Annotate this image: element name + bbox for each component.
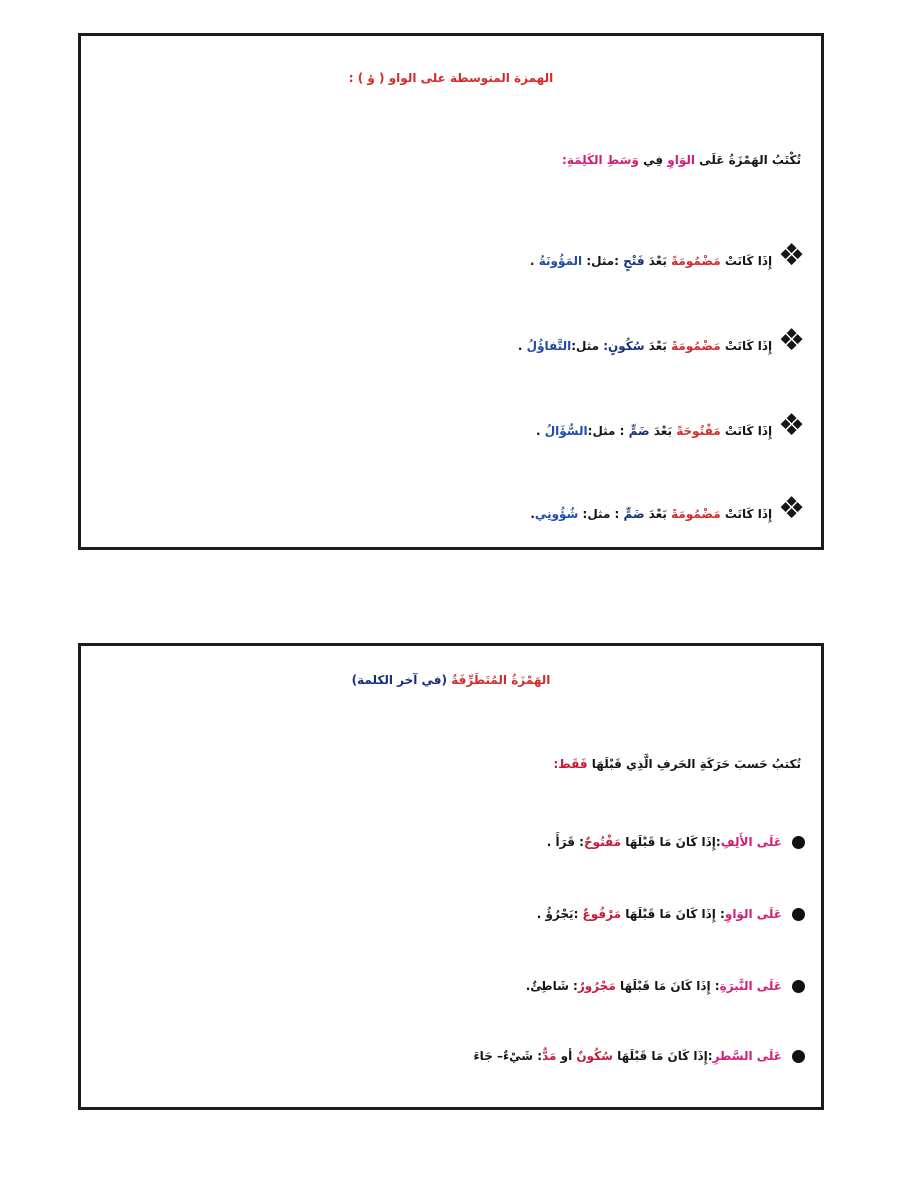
rule-example-label: مثل: <box>571 339 604 353</box>
rule-example-label: : مثل: <box>587 424 629 438</box>
final-rule-row-3 <box>81 980 821 993</box>
rule-condition: سُكُونٌ <box>576 1049 613 1063</box>
dot-bullet-icon <box>792 908 805 921</box>
section2-title-main: الهَمْزَةُ المُتَطَرِّفَةُ <box>447 673 551 687</box>
rule-sep: : <box>574 835 584 849</box>
section2-title <box>81 674 821 686</box>
rule-after: بَعْدَ <box>644 507 672 521</box>
rule-row-4 <box>81 491 821 526</box>
intro-part2: فَقَط: <box>553 757 588 771</box>
rule-label: عَلَى النَّبرَةِ <box>719 979 782 993</box>
rule-text: إِذَا كَانَ مَا قَبْلَهَا <box>615 979 711 993</box>
rule-text: إِذَا كَانَ مَا قَبْلَهَا <box>621 907 716 921</box>
section2-intro <box>81 758 821 770</box>
rule-example: شَاطِئٌ. <box>525 979 569 993</box>
rule-text: إِذَا كَانَ مَا قَبْلَهَا <box>621 835 716 849</box>
rule-label: عَلَى السَّطرِ <box>712 1049 782 1063</box>
rule-label: عَلَى الأَلِفِ <box>720 835 782 849</box>
rule-case: مَفْتُوحَةً <box>676 424 721 438</box>
rule-sep: : <box>533 1049 543 1063</box>
rule-row-1 <box>81 238 821 273</box>
intro-part1: تُكْتَبُ الهَمْزَةُ عَلَى <box>695 153 801 167</box>
rule-after: بَعْدَ <box>644 339 672 353</box>
rule-example-label: : مثل: <box>578 507 624 521</box>
rule-example: شَيْءٌ– جَاءَ <box>473 1049 534 1063</box>
diamond-bullet-icon: ❖ <box>778 491 805 526</box>
rule-text: إِذَا كَانَ مَا قَبْلَهَا <box>612 1049 708 1063</box>
rule-condition: مَفْتُوحٌ <box>583 835 622 849</box>
rule-tail: . <box>536 424 545 438</box>
diamond-bullet-icon: ❖ <box>778 238 805 273</box>
rule-condition: مَجْرُورٌ <box>577 979 616 993</box>
intro-part2: الوَاوِ <box>667 153 695 167</box>
rule-example: يَجْرُؤُ . <box>536 907 574 921</box>
rule-prev: سُكُونٍ: <box>603 339 645 353</box>
rule-row-3 <box>81 408 821 443</box>
rule-prev: ضَمٍّ <box>623 507 645 521</box>
rule-case: مَضْمُومَةً <box>671 507 721 521</box>
rule-example-label: :مثل: <box>582 254 624 268</box>
dot-bullet-icon <box>792 980 805 993</box>
dot-bullet-icon <box>792 836 805 849</box>
rule-condition: مَرْفُوعٌ <box>582 907 622 921</box>
rule-after: بَعْدَ <box>649 424 677 438</box>
dot-bullet-icon <box>792 1050 805 1063</box>
rule-case: مَضْمُومَةً <box>671 339 721 353</box>
hamza-final-card <box>78 643 824 1110</box>
rule-example-word: شُؤُونِي <box>534 507 579 521</box>
rule-example: قَرَأَ . <box>546 835 575 849</box>
rule-colon: : <box>715 835 721 849</box>
rule-colon: : <box>707 1049 713 1063</box>
final-rule-row-4 <box>81 1050 821 1063</box>
rule-after: بَعْدَ <box>644 254 672 268</box>
rule-tail: . <box>530 507 535 521</box>
rule-condition-2: مَدٌّ <box>542 1049 557 1063</box>
rule-sep: : <box>573 907 583 921</box>
rule-prev: فَتْحٍ <box>623 254 645 268</box>
diamond-bullet-icon: ❖ <box>778 323 805 358</box>
rule-tail: . <box>517 339 527 353</box>
rule-lead: إِذَا كَانَتْ <box>720 507 773 521</box>
intro-part3: فِي <box>638 153 668 167</box>
rule-sep: : <box>568 979 578 993</box>
section2-title-paren: (في آخر الكلمة) <box>351 673 448 687</box>
rule-colon: : <box>710 979 720 993</box>
final-rule-row-1 <box>81 836 821 849</box>
rule-lead: إِذَا كَانَتْ <box>720 424 773 438</box>
section1-title: الهمزة المتوسطة على الواو ( ؤ ) : <box>348 71 554 85</box>
section1-intro <box>81 154 821 166</box>
rule-example-word: التَّفاؤُلُ <box>526 339 572 353</box>
rule-lead: إِذَا كَانَتْ <box>720 339 773 353</box>
intro-part1: تُكتبُ حَسبَ حَرَكَةِ الحَرفِ الَّذِي قَبْلَهَا <box>587 757 801 771</box>
rule-prev: ضَمٍّ <box>628 424 650 438</box>
final-rule-row-2 <box>81 908 821 921</box>
rule-tail: . <box>529 254 539 268</box>
intro-part4: وَسَطِ الكَلِمَةِ: <box>562 153 639 167</box>
rule-case: مَضْمُومَةً <box>671 254 721 268</box>
hamza-middle-waw-card <box>78 33 824 550</box>
rule-example-word: السُّؤَالُ <box>544 424 588 438</box>
diamond-bullet-icon: ❖ <box>778 408 805 443</box>
rule-row-2 <box>81 323 821 358</box>
rule-mid: أو <box>556 1049 577 1063</box>
rule-label: عَلَى الوَاوِ <box>724 907 782 921</box>
rule-colon: : <box>715 907 725 921</box>
rule-lead: إِذَا كَانَتْ <box>720 254 773 268</box>
rule-example-word: المَؤُونَةُ <box>538 254 583 268</box>
